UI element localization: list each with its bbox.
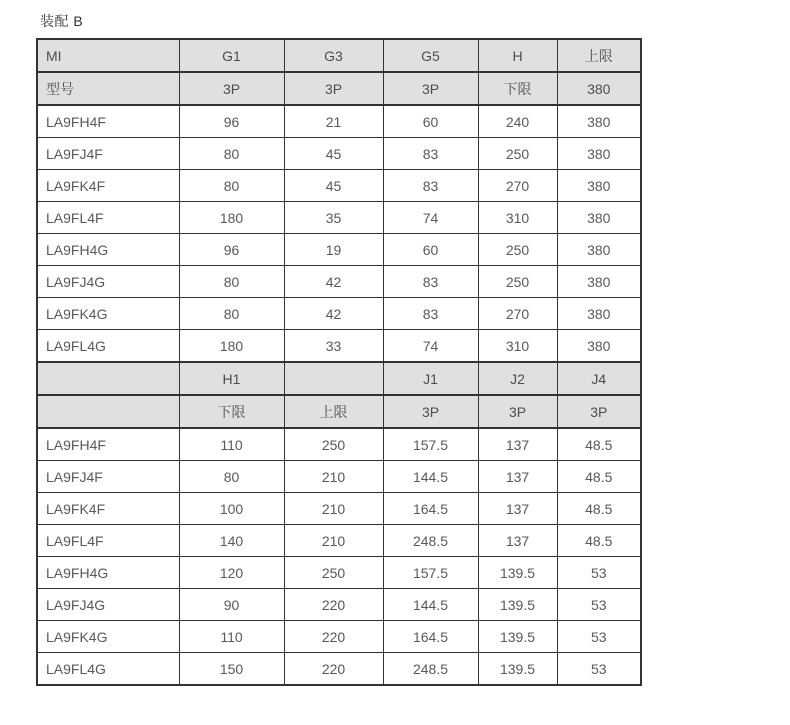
model-cell: LA9FJ4F [37,461,179,493]
table-row [37,461,641,493]
header-cell: 3P [179,72,284,105]
value-cell: 139.5 [478,589,557,621]
value-cell: 80 [179,266,284,298]
table-row [37,525,641,557]
header-cell: 3P [478,395,557,428]
value-cell: 250 [284,428,383,461]
section-header-row [37,72,641,105]
value-cell: 137 [478,461,557,493]
value-cell: 164.5 [383,621,478,653]
value-cell: 310 [478,202,557,234]
model-cell: LA9FK4F [37,493,179,525]
header-cell: 上限 [557,39,641,72]
model-cell: LA9FH4G [37,557,179,589]
header-cell: G1 [179,39,284,72]
value-cell: 53 [557,653,641,686]
value-cell: 157.5 [383,557,478,589]
value-cell: 48.5 [557,493,641,525]
value-cell: 48.5 [557,428,641,461]
value-cell: 96 [179,234,284,266]
value-cell: 80 [179,170,284,202]
header-cell: 下限 [179,395,284,428]
header-cell: J1 [383,362,478,395]
value-cell: 380 [557,234,641,266]
table-row [37,202,641,234]
value-cell: 42 [284,266,383,298]
value-cell: 83 [383,266,478,298]
model-cell: LA9FL4G [37,330,179,363]
value-cell: 83 [383,170,478,202]
value-cell: 45 [284,170,383,202]
value-cell: 220 [284,653,383,686]
table-row [37,621,641,653]
value-cell: 240 [478,105,557,138]
value-cell: 380 [557,202,641,234]
value-cell: 139.5 [478,557,557,589]
model-cell: LA9FH4F [37,428,179,461]
model-cell: LA9FK4F [37,170,179,202]
value-cell: 380 [557,170,641,202]
header-cell: G3 [284,39,383,72]
header-cell: 型号 [37,72,179,105]
value-cell: 180 [179,330,284,363]
value-cell: 80 [179,138,284,170]
value-cell: 248.5 [383,525,478,557]
value-cell: 42 [284,298,383,330]
value-cell: 164.5 [383,493,478,525]
header-cell: 3P [557,395,641,428]
section-header-row [37,362,641,395]
value-cell: 180 [179,202,284,234]
value-cell: 139.5 [478,653,557,686]
value-cell: 110 [179,428,284,461]
value-cell: 83 [383,298,478,330]
value-cell: 150 [179,653,284,686]
table-row [37,557,641,589]
value-cell: 270 [478,170,557,202]
header-cell: H [478,39,557,72]
table-row [37,493,641,525]
value-cell: 380 [557,138,641,170]
header-cell: 3P [383,72,478,105]
value-cell: 21 [284,105,383,138]
value-cell: 80 [179,461,284,493]
value-cell: 45 [284,138,383,170]
model-cell: LA9FJ4G [37,589,179,621]
value-cell: 144.5 [383,461,478,493]
header-cell: 下限 [478,72,557,105]
table-row [37,138,641,170]
value-cell: 53 [557,621,641,653]
value-cell: 220 [284,589,383,621]
value-cell: 74 [383,202,478,234]
value-cell: 250 [478,138,557,170]
value-cell: 60 [383,105,478,138]
table-row [37,330,641,363]
table-row [37,170,641,202]
value-cell: 35 [284,202,383,234]
table-row [37,428,641,461]
spec-table [36,38,642,686]
value-cell: 48.5 [557,525,641,557]
value-cell: 220 [284,621,383,653]
spec-table-body [37,39,641,685]
table-row [37,298,641,330]
value-cell: 137 [478,525,557,557]
value-cell: 110 [179,621,284,653]
value-cell: 380 [557,266,641,298]
header-cell: 3P [284,72,383,105]
header-cell [37,362,179,395]
value-cell: 80 [179,298,284,330]
value-cell: 250 [478,234,557,266]
model-cell: LA9FL4G [37,653,179,686]
value-cell: 53 [557,557,641,589]
value-cell: 250 [478,266,557,298]
header-cell: 380 [557,72,641,105]
model-cell: LA9FH4G [37,234,179,266]
value-cell: 90 [179,589,284,621]
model-cell: LA9FK4G [37,621,179,653]
value-cell: 60 [383,234,478,266]
value-cell: 210 [284,493,383,525]
table-title: 装配 B [40,13,84,29]
table-row [37,266,641,298]
model-cell: LA9FK4G [37,298,179,330]
model-cell: LA9FL4F [37,525,179,557]
section-header-row [37,39,641,72]
value-cell: 33 [284,330,383,363]
value-cell: 140 [179,525,284,557]
header-cell: 上限 [284,395,383,428]
value-cell: 83 [383,138,478,170]
value-cell: 137 [478,493,557,525]
value-cell: 74 [383,330,478,363]
value-cell: 270 [478,298,557,330]
header-cell [284,362,383,395]
table-row [37,234,641,266]
value-cell: 137 [478,428,557,461]
value-cell: 157.5 [383,428,478,461]
value-cell: 210 [284,525,383,557]
model-cell: LA9FH4F [37,105,179,138]
value-cell: 250 [284,557,383,589]
table-row [37,589,641,621]
header-cell: MI [37,39,179,72]
table-row [37,105,641,138]
header-cell: J4 [557,362,641,395]
header-cell [37,395,179,428]
header-cell: J2 [478,362,557,395]
header-cell: H1 [179,362,284,395]
model-cell: LA9FJ4G [37,266,179,298]
value-cell: 100 [179,493,284,525]
model-cell: LA9FL4F [37,202,179,234]
value-cell: 380 [557,105,641,138]
value-cell: 48.5 [557,461,641,493]
table-row [37,653,641,686]
value-cell: 120 [179,557,284,589]
value-cell: 53 [557,589,641,621]
value-cell: 139.5 [478,621,557,653]
section-header-row [37,395,641,428]
value-cell: 19 [284,234,383,266]
header-cell: G5 [383,39,478,72]
value-cell: 310 [478,330,557,363]
model-cell: LA9FJ4F [37,138,179,170]
value-cell: 380 [557,298,641,330]
value-cell: 144.5 [383,589,478,621]
value-cell: 248.5 [383,653,478,686]
header-cell: 3P [383,395,478,428]
value-cell: 96 [179,105,284,138]
value-cell: 380 [557,330,641,363]
value-cell: 210 [284,461,383,493]
